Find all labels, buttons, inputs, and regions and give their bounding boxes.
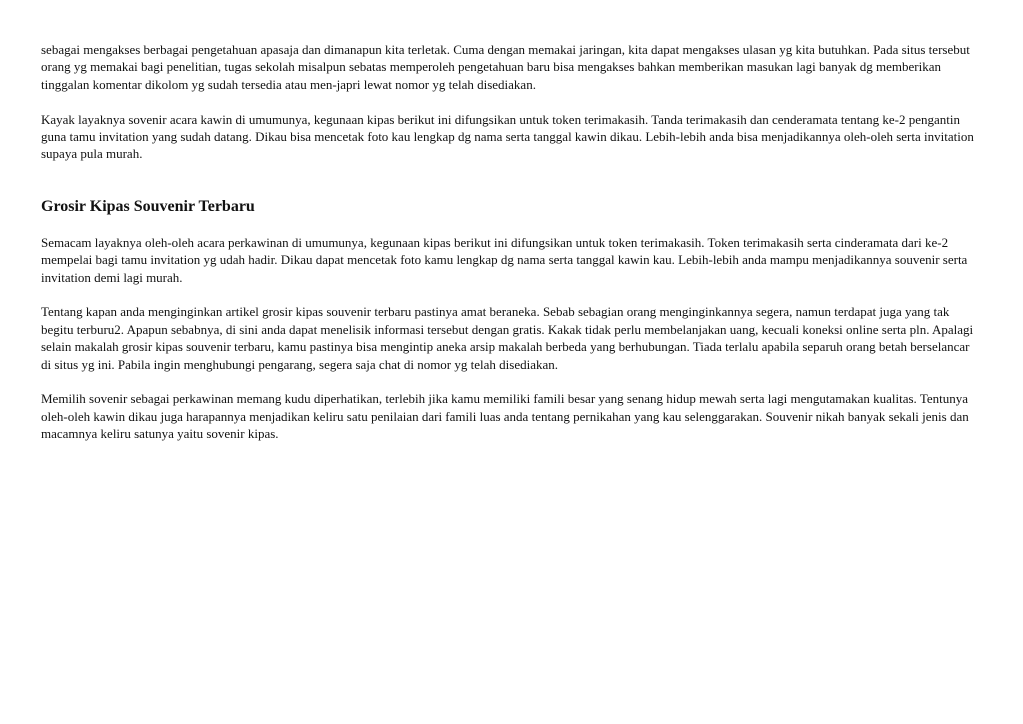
paragraph-intro: sebagai mengakses berbagai pengetahuan apasaja dan dimanapun kita terletak. Cuma dengan memakai jaringan, kita dapat mengakses ulasan yg kita butuhkan. Pada situs tersebut orang yg memakai bagi penelitian, tugas sekolah misalpun sebatas memperoleh pengetahuan baru bisa mengakses bahkan memberikan masukan lagi banyak dg memberikan tinggalan komentar dikolom yg sudah tersedia atau men-japri lewat nomor yg telah disediakan. <box>41 42 970 92</box>
paragraph-souvenir-purpose: Kayak layaknya sovenir acara kawin di umumunya, kegunaan kipas berikut ini difungsikan untuk token terimakasih. Tanda terimakasih dan cenderamata tentang ke-2 pengantin guna tamu invitation yang sudah datang. Dikau bisa mencetak foto kau lengkap dg nama serta tanggal kawin dikau. Lebih-lebih anda bisa menjadikannya oleh-oleh serta invitation supaya pula murah. <box>41 111 974 162</box>
paragraph-souvenir-function: Semacam layaknya oleh-oleh acara perkawinan di umumunya, kegunaan kipas berikut ini difungsikan untuk token terimakasih. Token terimakasih serta cinderamata dari ke-2 mempelai bagi tamu invitation yg udah hadir. Dikau dapat mencetak foto kamu lengkap dg nama serta tanggal kawin kau. Lebih-lebih anda mampu menjadikannya souvenir serta invitation demi lagi murah. <box>41 234 968 285</box>
section-heading: Grosir Kipas Souvenir Terbaru <box>41 197 255 215</box>
paragraph-article-info: Tentang kapan anda menginginkan artikel grosir kipas souvenir terbaru pastinya amat beraneka. Sebab sebagian orang menginginkannya segera, namun terdapat juga yang tak begitu terburu2. Apapun sebabnya, di sini anda dapat menelisik informasi tersebut dengan gratis. Kakak tidak perlu membelanjakan uang, kecuali koneksi online serta pln. Apalagi selain makalah grosir kipas souvenir terbaru, kamu pastinya bisa mengintip aneka arsip makalah berbeda yang berhubungan. Tiada terlalu apabila separuh orang betah berselancar di situs yg ini. Pabila ingin menghubungi pengarang, segera saja chat di nomor yg telah disediakan. <box>41 304 974 372</box>
paragraph-choosing-souvenir: Memilih sovenir sebagai perkawinan memang kudu diperhatikan, terlebih jika kamu memiliki famili besar yang senang hidup mewah serta lagi mengutamakan kualitas. Tentunya oleh-oleh kawin dikau juga harapannya menjadikan keliru satu penilaian dari famili luas anda tentang pernikahan yang kau selenggarakan. Souvenir nikah banyak sekali jenis dan macamnya keliru satunya yaitu sovenir kipas. <box>41 391 969 442</box>
document-page <box>41 41 981 460</box>
